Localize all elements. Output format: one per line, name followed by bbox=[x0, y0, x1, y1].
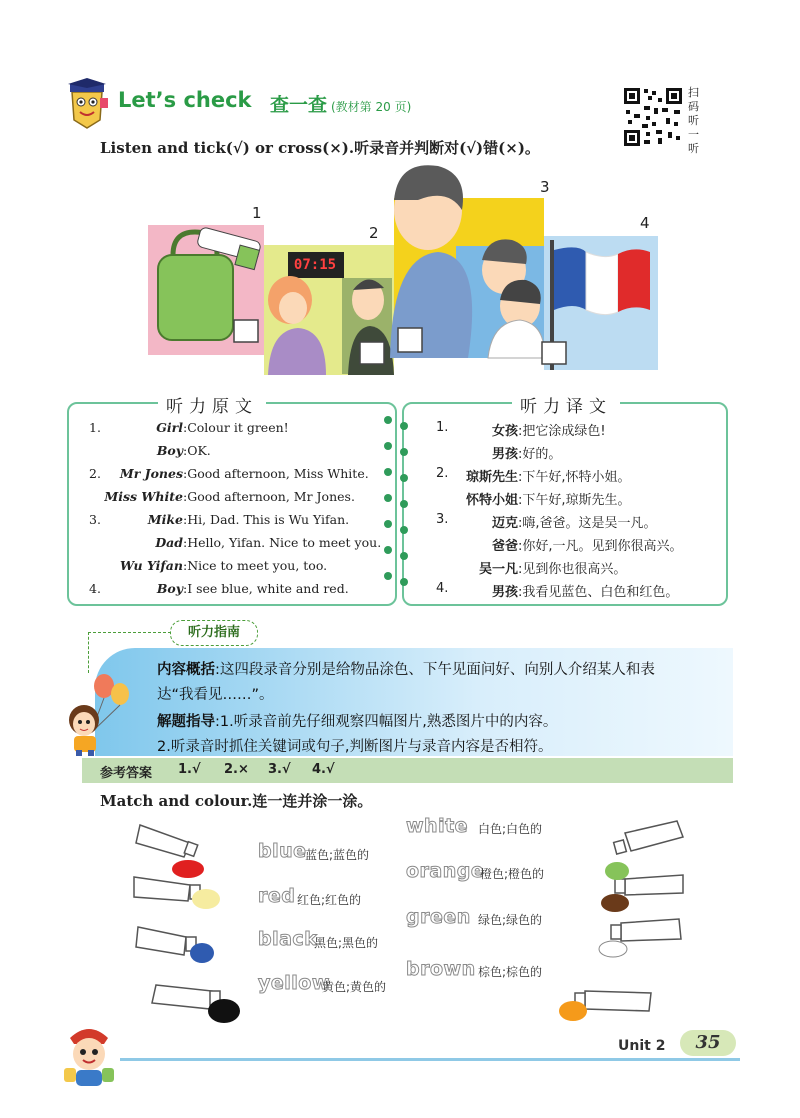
translation-line bbox=[402, 558, 724, 578]
speaker: 男孩 bbox=[491, 447, 518, 462]
section-title-en: Let’s check bbox=[118, 88, 252, 112]
answer-item: 2.× bbox=[224, 762, 249, 777]
clock-text: 07:15 bbox=[293, 257, 337, 273]
script-box-title: 听力原文 bbox=[158, 392, 266, 417]
utterance: :下午好,琼斯先生。 bbox=[518, 493, 631, 508]
picture-number-1: 1 bbox=[252, 204, 262, 222]
guide-tag: 听力指南 bbox=[170, 620, 258, 646]
speaker: Mr Jones bbox=[119, 466, 183, 481]
speaker: Wu Yifan bbox=[120, 558, 183, 573]
utterance: :Nice to meet you, too. bbox=[183, 558, 328, 573]
color-meaning-green: 绿色;绿色的 bbox=[478, 913, 543, 927]
script-line bbox=[67, 558, 393, 578]
listen-instruction: Listen and tick(√) or cross(×).听录音并判断对(√)错(×)。 bbox=[100, 139, 540, 157]
color-meaning-red: 红色;红色的 bbox=[297, 893, 362, 907]
qr-label: 扫码听一听 bbox=[688, 86, 699, 155]
tip-label: 解题指导 bbox=[157, 714, 215, 730]
picture-group bbox=[148, 160, 658, 380]
summary-label: 内容概括 bbox=[157, 662, 215, 678]
color-meaning-blue: 蓝色;蓝色的 bbox=[305, 848, 370, 862]
color-word-black[interactable]: black bbox=[258, 928, 318, 950]
utterance: :Good afternoon, Mr Jones. bbox=[183, 489, 355, 504]
script-lines bbox=[67, 420, 393, 600]
translation-line bbox=[402, 443, 724, 463]
speaker: Mike bbox=[147, 512, 183, 527]
paint-tubes-left bbox=[130, 815, 250, 1025]
line-number: 4. bbox=[89, 581, 101, 596]
speaker: 迈克 bbox=[491, 516, 518, 531]
qr-code[interactable] bbox=[622, 86, 684, 148]
section-title-cn: 查一查 bbox=[270, 94, 328, 116]
clock-display bbox=[289, 254, 341, 276]
script-line bbox=[67, 420, 393, 440]
utterance: :OK. bbox=[183, 443, 211, 458]
color-meaning-orange: 橙色;橙色的 bbox=[480, 867, 545, 881]
speaker: 怀特小姐 bbox=[465, 493, 518, 508]
script-line bbox=[67, 443, 393, 463]
speaker: Dad bbox=[155, 535, 183, 550]
speaker: 女孩 bbox=[491, 424, 518, 439]
speaker: 琼斯先生 bbox=[465, 470, 518, 485]
line-number: 2. bbox=[436, 466, 449, 481]
speaker: Miss White bbox=[104, 489, 183, 504]
script-line bbox=[67, 581, 393, 601]
translation-line bbox=[402, 581, 724, 601]
utterance: :好的。 bbox=[518, 447, 562, 462]
utterance: :下午好,怀特小姐。 bbox=[518, 470, 631, 485]
picture-number-4: 4 bbox=[640, 214, 650, 232]
translation-box-title: 听力译文 bbox=[512, 392, 620, 417]
color-word-yellow[interactable]: yellow bbox=[258, 972, 330, 994]
color-word-brown[interactable]: brown bbox=[406, 958, 476, 980]
utterance: :把它涂成绿色! bbox=[518, 424, 606, 439]
translation-line bbox=[402, 535, 724, 555]
utterance: :Colour it green! bbox=[183, 420, 289, 435]
footer-mascot-icon bbox=[58, 1024, 120, 1088]
page-number: 35 bbox=[680, 1030, 736, 1056]
speaker: 吴一凡 bbox=[478, 562, 518, 577]
utterance: :见到你也很高兴。 bbox=[518, 562, 627, 577]
translation-line bbox=[402, 420, 724, 440]
tip-text-1: :1.听录音前先仔细观察四幅图片,熟悉图片中的内容。 bbox=[215, 714, 558, 730]
utterance: :我看见蓝色、白色和红色。 bbox=[518, 585, 679, 600]
paint-tubes-right bbox=[555, 815, 695, 1025]
guide-tip-2: 2.听录音时抓住关键词或句子,判断图片与录音内容是否相符。 bbox=[157, 739, 553, 755]
translation-line bbox=[402, 466, 724, 486]
speaker: Girl bbox=[156, 420, 183, 435]
line-number: 4. bbox=[436, 581, 449, 596]
guide-summary-2: 达“我看见……”。 bbox=[157, 687, 274, 703]
answer-item: 3.√ bbox=[268, 762, 291, 777]
line-number: 1. bbox=[436, 420, 449, 435]
unit-label: Unit 2 bbox=[618, 1038, 666, 1054]
script-line bbox=[67, 466, 393, 486]
answer-band bbox=[82, 758, 733, 783]
pencil-mascot-icon bbox=[64, 78, 110, 130]
utterance: :Good afternoon, Miss White. bbox=[183, 466, 369, 481]
color-meaning-black: 黑色;黑色的 bbox=[314, 936, 379, 950]
utterance: :嗨,爸爸。这是吴一凡。 bbox=[518, 516, 657, 531]
translation-lines bbox=[402, 420, 724, 600]
color-word-blue[interactable]: blue bbox=[258, 840, 307, 862]
script-line bbox=[67, 535, 393, 555]
answer-item: 4.√ bbox=[312, 762, 335, 777]
utterance: :Hi, Dad. This is Wu Yifan. bbox=[183, 512, 350, 527]
color-word-white[interactable]: white bbox=[406, 815, 469, 837]
line-number: 2. bbox=[89, 466, 101, 481]
answer-item: 1.√ bbox=[178, 762, 201, 777]
guide-summary-1 bbox=[157, 658, 655, 679]
utterance: :I see blue, white and red. bbox=[183, 581, 349, 596]
line-number: 3. bbox=[436, 512, 449, 527]
textbook-page-reference: (教材第 20 页) bbox=[331, 100, 412, 114]
utterance: :Hello, Yifan. Nice to meet you. bbox=[183, 535, 382, 550]
kid-with-balloons-icon bbox=[62, 672, 134, 756]
summary-text-1: :这四段录音分别是给物品涂色、下午见面问好、向别人介绍某人和表 bbox=[215, 662, 655, 678]
color-meaning-yellow: 黄色;黄色的 bbox=[322, 980, 387, 994]
script-line bbox=[67, 512, 393, 532]
speaker: 男孩 bbox=[491, 585, 518, 600]
picture-number-3: 3 bbox=[540, 178, 550, 196]
line-number: 3. bbox=[89, 512, 101, 527]
utterance: :你好,一凡。见到你很高兴。 bbox=[518, 539, 683, 554]
answer-label: 参考答案 bbox=[100, 766, 153, 781]
footer-line bbox=[120, 1058, 740, 1061]
speaker: 爸爸 bbox=[491, 539, 518, 554]
color-meaning-brown: 棕色;棕色的 bbox=[478, 965, 543, 979]
script-line bbox=[67, 489, 393, 509]
color-meaning-white: 白色;白色的 bbox=[478, 822, 543, 836]
color-word-orange[interactable]: orange bbox=[406, 860, 485, 882]
speaker: Boy bbox=[156, 581, 183, 596]
color-word-green[interactable]: green bbox=[406, 906, 471, 928]
translation-line bbox=[402, 512, 724, 532]
guide-tip-1 bbox=[157, 710, 557, 731]
color-word-red[interactable]: red bbox=[258, 885, 296, 907]
speaker: Boy bbox=[156, 443, 183, 458]
line-number: 1. bbox=[89, 420, 101, 435]
translation-line bbox=[402, 489, 724, 509]
picture-number-2: 2 bbox=[369, 224, 379, 242]
match-instruction: Match and colour.连一连并涂一涂。 bbox=[100, 792, 373, 810]
